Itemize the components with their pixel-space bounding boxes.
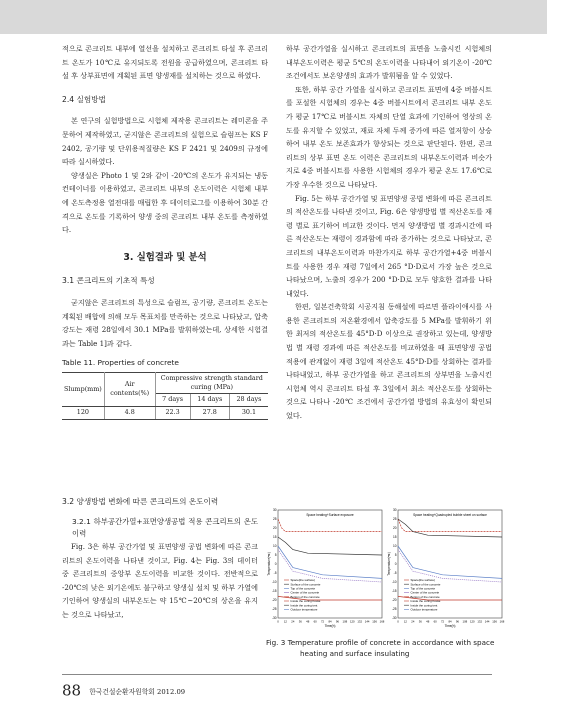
figure-panel-title: Space heating+Surface exposure <box>306 513 354 517</box>
legend-label: Surface of the concrete <box>290 582 321 587</box>
x-tick-label: 168 <box>499 619 505 624</box>
legend-label: Inside the curing house <box>290 599 321 604</box>
section-heading-3-2-1: 3.2.1 하부공간가열+표면양생공법 적용 콘크리트의 온도이력 <box>72 517 258 538</box>
y-tick-label: 30 <box>272 508 277 513</box>
x-tick-label: 24 <box>411 619 415 624</box>
table-caption: Table 11. Properties of concrete <box>62 358 179 368</box>
figure-panel-b <box>387 508 505 628</box>
x-tick-label: 24 <box>291 619 295 624</box>
y-tick-label: -15 <box>391 589 397 594</box>
figure-caption-line: Fig. 3 Temperature profile of concrete in accordance with space <box>266 638 495 647</box>
legend-label: Outdoor temperature <box>410 607 438 612</box>
table-header-compressive: Compressive strength standard curing (MPa) <box>155 372 268 393</box>
x-tick-label: 48 <box>426 619 430 624</box>
paragraph: 굳지않은 콘크리트의 특성으로 슬럼프, 공기량, 콘크리트 온도는 계획된 배합에 의해 모두 목표치를 만족하는 것으로 나타났고, 압축강도는 재령 28일에서 30.1 MPa를 발휘하였는데, 상세한 시험결과는 Table 1]과 같다. <box>62 297 268 348</box>
legend-label: Bottom of the concrete <box>410 594 440 599</box>
y-tick-label: -20 <box>271 598 277 603</box>
header-band <box>0 0 563 34</box>
paragraph: 양생실은 Photo 1 및 2와 같이 -20℃의 온도가 유지되는 냉동 컨테이너를 이용하였고, 콘크리트 내부의 온도이력은 시험체 내부에 온도측정용 열전대를 매립한 후 데이터로그를 이용하여 30분 간격으로 온도를 기록하여 양생 중의 콘크리트 내부 온도를 측정하였다. <box>62 170 268 235</box>
legend-label: Inside the curing tent <box>410 603 438 608</box>
y-axis-label: Temperature(℃) <box>387 552 391 576</box>
x-tick-label: 120 <box>349 619 355 624</box>
y-tick-label: -5 <box>393 571 397 576</box>
x-tick-label: 72 <box>441 619 445 624</box>
y-tick-label: -25 <box>271 607 277 612</box>
x-tick-label: 132 <box>357 619 363 624</box>
y-tick-label: -20 <box>391 598 397 603</box>
table-header-slump: Slump(mm) <box>62 372 104 406</box>
x-tick-label: 108 <box>462 619 468 624</box>
x-tick-label: 96 <box>455 619 459 624</box>
legend-label: Surface of the concrete <box>410 582 441 587</box>
y-tick-label: -25 <box>391 607 397 612</box>
y-tick-label: -10 <box>391 580 397 585</box>
x-tick-label: 12 <box>403 619 407 624</box>
x-tick-label: 108 <box>342 619 348 624</box>
figure-caption-line: heating and surface insulating <box>300 648 410 658</box>
y-tick-label: 25 <box>272 517 277 522</box>
section-heading-3: 3. 실험결과 및 분석 <box>123 251 207 263</box>
temperature-figure <box>266 506 506 634</box>
legend-label: Inside the curing house <box>410 599 441 604</box>
x-tick-label: 12 <box>283 619 287 624</box>
x-tick-label: 156 <box>492 619 497 624</box>
y-tick-label: 30 <box>392 508 397 513</box>
table-cell-air: 4.8 <box>104 406 155 419</box>
y-tick-label: 25 <box>392 517 397 522</box>
table-cell-slump: 120 <box>62 406 104 419</box>
properties-table <box>62 372 268 420</box>
y-tick-label: 15 <box>392 535 397 540</box>
right-column <box>286 42 492 423</box>
x-tick-label: 96 <box>335 619 339 624</box>
y-tick-label: -15 <box>271 589 277 594</box>
legend-label: Space(the surface) <box>290 578 315 583</box>
x-tick-label: 72 <box>321 619 325 624</box>
x-tick-label: 0 <box>277 619 279 624</box>
x-tick-label: 144 <box>364 619 370 624</box>
legend-label: Center of the concrete <box>290 590 320 595</box>
x-axis-label: Time(h) <box>444 624 456 628</box>
table-cell-strength: 27.8 <box>190 406 229 419</box>
table-header-day: 28 days <box>229 393 268 406</box>
section-heading-3-2: 3.2 양생방법 변화에 따른 콘크리트의 온도이력 <box>62 497 219 506</box>
journal-name: 한국건설순환자원학회 2012.09 <box>89 687 186 696</box>
legend-label: Bottom of the concrete <box>290 594 320 599</box>
legend-label: Top of the concrete <box>290 586 316 591</box>
legend-label: Space(the surface) <box>410 578 435 583</box>
figure-caption <box>266 638 506 659</box>
y-tick-label: -10 <box>271 580 277 585</box>
paragraph: 한편, 일본건축학회 시공지침 동해설에 따르면 플라이애시를 사용한 콘크리트의 저온환경에서 압축강도를 5 MPa를 발휘하기 위한 최저의 적산온도를 45°D·D 이상으로 권장하고 있는데, 양생방법 별 재령 경과에 따른 적산온도를 비교하였을 때 표면양생 공법 적용에 관계없이 재령 3일에 적산온도 45°D·D를 상회하는 결과를 나타내었고, 하부 공간가열을 하고 콘크리트의 상부면을 노출시킨 시험체 역시 콘크리트 타설 후 3일에서 최소 적산온도를 상회하는 것으로 나타나 -20℃ 조건에서 공간가열 방법의 유효성이 확인되었다. <box>286 302 492 421</box>
x-tick-label: 84 <box>328 619 332 624</box>
y-tick-label: -30 <box>271 616 277 621</box>
x-tick-label: 168 <box>379 619 385 624</box>
x-tick-label: 0 <box>397 619 399 624</box>
section-heading-2-4: 2.4 실험방법 <box>62 94 106 104</box>
y-axis-label: Temperature(℃) <box>267 552 271 576</box>
x-tick-label: 156 <box>372 619 377 624</box>
page-number: 88 <box>62 681 82 700</box>
section-heading-3-1: 3.1 콘크리트의 기초적 특성 <box>62 276 155 286</box>
table-cell-strength: 30.1 <box>229 406 268 419</box>
table-header-day: 7 days <box>155 393 190 406</box>
bottom-left-text <box>62 516 258 622</box>
x-tick-label: 84 <box>448 619 452 624</box>
y-tick-label: 5 <box>394 553 397 558</box>
legend-label: Outdoor temperature <box>290 607 318 612</box>
y-tick-label: -5 <box>273 571 277 576</box>
table-cell-strength: 22.3 <box>155 406 190 419</box>
table-header-day: 14 days <box>190 393 229 406</box>
paragraph: 본 연구의 실험방법으로 시험체 제작용 콘크리트는 레미콘을 주문하여 제작하였고, 굳지않은 콘크리트의 실험으로 슬럼프는 KS F 2402, 공기량 및 단위용적질량은 KS F 2421 및 2409의 규정에 따라 실시하였다. <box>62 116 268 167</box>
paragraph: Fig. 5는 하부 공간가열 및 표면양생 공법 변화에 따른 콘크리트의 적산온도를 나타낸 것이고, Fig. 6은 양생방법 별 적산온도를 재령 별로 표기하여 비교한 것이다. 먼저 양생방법 별 경과시간에 따른 적산온도는 재령이 경과함에 따라 증가하는 것으로 나타났고, 콘크리트의 내부온도이력과 마찬가지로 하부 공간가열+4중 버블시트를 사용한 경우 재령 7일에서 265 °D·D로서 가장 높은 것으로 나타났으며, 노출의 경우가 200 °D·D로 모두 양호한 결과를 나타내었다. <box>286 193 492 298</box>
x-axis-label: Time(h) <box>324 624 336 628</box>
legend-label: Top of the concrete <box>410 586 436 591</box>
x-tick-label: 36 <box>418 619 422 624</box>
y-tick-label: 0 <box>394 562 397 567</box>
paragraph: 하부 공간가열을 실시하고 콘크리트의 표면을 노출시킨 시험체의 내부온도이력은 평균 5℃의 온도이력을 나타내어 외기온이 -20℃조건에서도 보온양생의 효과가 발휘됨을 알 수 있었다. <box>286 44 492 81</box>
x-tick-label: 60 <box>433 619 437 624</box>
y-tick-label: 20 <box>392 526 397 531</box>
paragraph: Fig. 3은 하부 공간가열 및 표면양생 공법 변화에 따른 콘크리트의 온도이력을 나타낸 것이고, Fig. 4는 Fig. 3의 데이터 중 콘크리트의 중앙부 온도이력을 비교한 것이다. 전반적으로 -20℃의 낮은 외기온에도 불구하고 양생실 설치 및 하부 가열에 기인하여 양생실의 내부온도는 약 15℃~20℃의 상온을 유지는 것으로 나타났고, <box>62 542 258 619</box>
left-column <box>62 42 268 420</box>
footer <box>62 680 185 700</box>
footer-rule <box>62 674 492 675</box>
figure-panel-title: Space heating+Quadrupled bubble sheet on surface <box>413 513 487 517</box>
table-header-air: Air contents(%) <box>104 372 155 406</box>
x-tick-label: 132 <box>477 619 483 624</box>
y-tick-label: 0 <box>274 562 277 567</box>
y-tick-label: 10 <box>272 544 277 549</box>
x-tick-label: 144 <box>484 619 490 624</box>
y-tick-label: 5 <box>274 553 277 558</box>
y-tick-label: 10 <box>392 544 397 549</box>
paragraph: 적으로 콘크리트 내부에 열선을 설치하고 콘크리트 타설 후 콘크리트 온도가 10℃로 유지되도록 전원을 공급하였으며, 콘크리트 타설 후 상부표면에 계획된 표면 양생재를 설치하는 것으로 하였다. <box>62 44 268 81</box>
legend-label: Center of the concrete <box>410 590 440 595</box>
y-tick-label: 15 <box>272 535 277 540</box>
paragraph: 또한, 하부 공간 가열을 실시하고 콘크리트 표면에 4중 버블시트를 포설한 시험체의 경우는 4중 버블시트에서 콘크리트 내부 온도가 평균 17℃로 버블시트 자체의 단열 효과에 기인하여 영상의 온도를 유지할 수 있었고, 재료 자체 두께 증가에 따른 열저항이 상승하여 내부 온도 보존효과가 향상되는 것으로 판단된다. 한편, 콘크리트의 상부 표면 온도 이력은 콘크리트의 내부온도이력과 비슷가지로 4중 버블시트를 사용한 시험체의 경우가 평균 온도 17.6℃로 가장 우수한 것으로 나타났다. <box>286 84 492 189</box>
x-tick-label: 120 <box>469 619 475 624</box>
legend-label: Inside the curing tent <box>290 603 318 608</box>
x-tick-label: 60 <box>313 619 317 624</box>
x-tick-label: 48 <box>306 619 310 624</box>
y-tick-label: 20 <box>272 526 277 531</box>
x-tick-label: 36 <box>298 619 302 624</box>
figure-panel-a <box>267 508 385 628</box>
y-tick-label: -30 <box>391 616 397 621</box>
